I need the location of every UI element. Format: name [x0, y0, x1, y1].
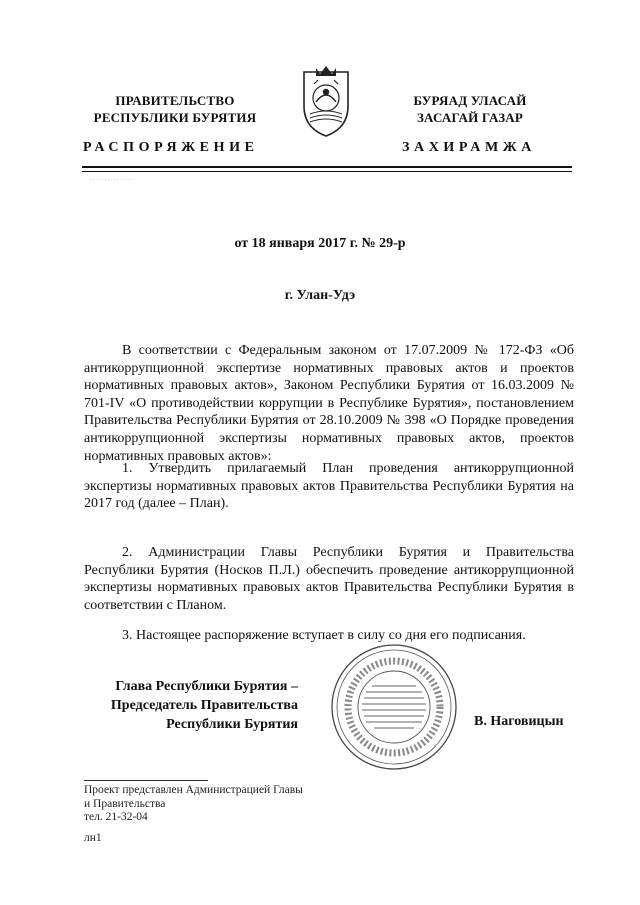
- clause-2-text: 2. Администрации Главы Республики Бурятия и Правительства Республики Бурятия (Носков П.Л.) обеспечить проведение антикоррупционной экспертизы нормативных правовых актов Правительства Республики Бурятия в соответствии с Планом.: [84, 545, 574, 613]
- clause-1-text: 1. Утвердить прилагаемый План проведения антикоррупционной экспертизы нормативных правовых актов Правительства Республики Бурятия на 2017 год (далее – План).: [84, 461, 574, 512]
- official-seal-icon: [328, 642, 460, 772]
- signer-position: [78, 677, 298, 734]
- government-name-line2: РЕСПУБЛИКИ БУРЯТИЯ: [93, 110, 257, 125]
- footnote-line1: Проект представлен Администрацией Главы: [84, 784, 303, 796]
- dotted-separator: . . . . . . . . . . . . . . .: [90, 176, 134, 182]
- header-rule-thin: [82, 171, 572, 172]
- clause-2: [84, 544, 574, 614]
- preamble-text: В соответствии с Федеральным законом от 17.07.2009 № 172-ФЗ «Об антикоррупционной экспертизе нормативных правовых актов и проектов нормативных правовых актов», Законом Республики Бурятия от 16.03.2009 № 701-IV «О противодействии коррупции в Республике Бурятия», постановлением Правительства Республики Бурятия от 28.10.2009 № 398 «О Порядке проведения антикоррупционной экспертизы нормативных правовых актов, проектов нормативных правовых актов»:: [84, 343, 574, 464]
- government-name-russian: [80, 92, 270, 126]
- header-rule-thick: [82, 166, 572, 168]
- footnote-line2: и Правительства: [84, 797, 166, 810]
- government-name-line1: ПРАВИТЕЛЬСТВО: [115, 93, 235, 108]
- clause-3-text: 3. Настоящее распоряжение вступает в силу со дня его подписания.: [122, 628, 526, 643]
- document-code: лн1: [84, 832, 102, 844]
- preamble-paragraph: [84, 342, 574, 465]
- document-city: г. Улан-Удэ: [284, 288, 356, 303]
- footnote-phone: тел. 21-32-04: [84, 811, 148, 823]
- government-name-buryat: [380, 92, 560, 126]
- footnote: [84, 784, 303, 825]
- footnote-rule: [84, 780, 208, 781]
- government-name-buryat-line1: БУРЯАД УЛАСАЙ: [413, 93, 527, 108]
- signer-position-line2: Председатель Правительства: [110, 698, 298, 713]
- document-date-number: от 18 января 2017 г. № 29-р: [234, 236, 406, 251]
- signer-position-line3: Республики Бурятия: [166, 717, 298, 732]
- coat-of-arms-icon: [296, 62, 356, 140]
- signer-name: В. Наговицын: [474, 714, 564, 729]
- signer-position-line1: Глава Республики Бурятия –: [115, 679, 298, 694]
- document-type-russian: РАСПОРЯЖЕНИЕ: [83, 140, 259, 155]
- document-type-buryat: ЗАХИРАМЖА: [402, 140, 536, 155]
- clause-1: [84, 460, 574, 513]
- government-name-buryat-line2: ЗАСАГАЙ ГАЗАР: [416, 110, 524, 125]
